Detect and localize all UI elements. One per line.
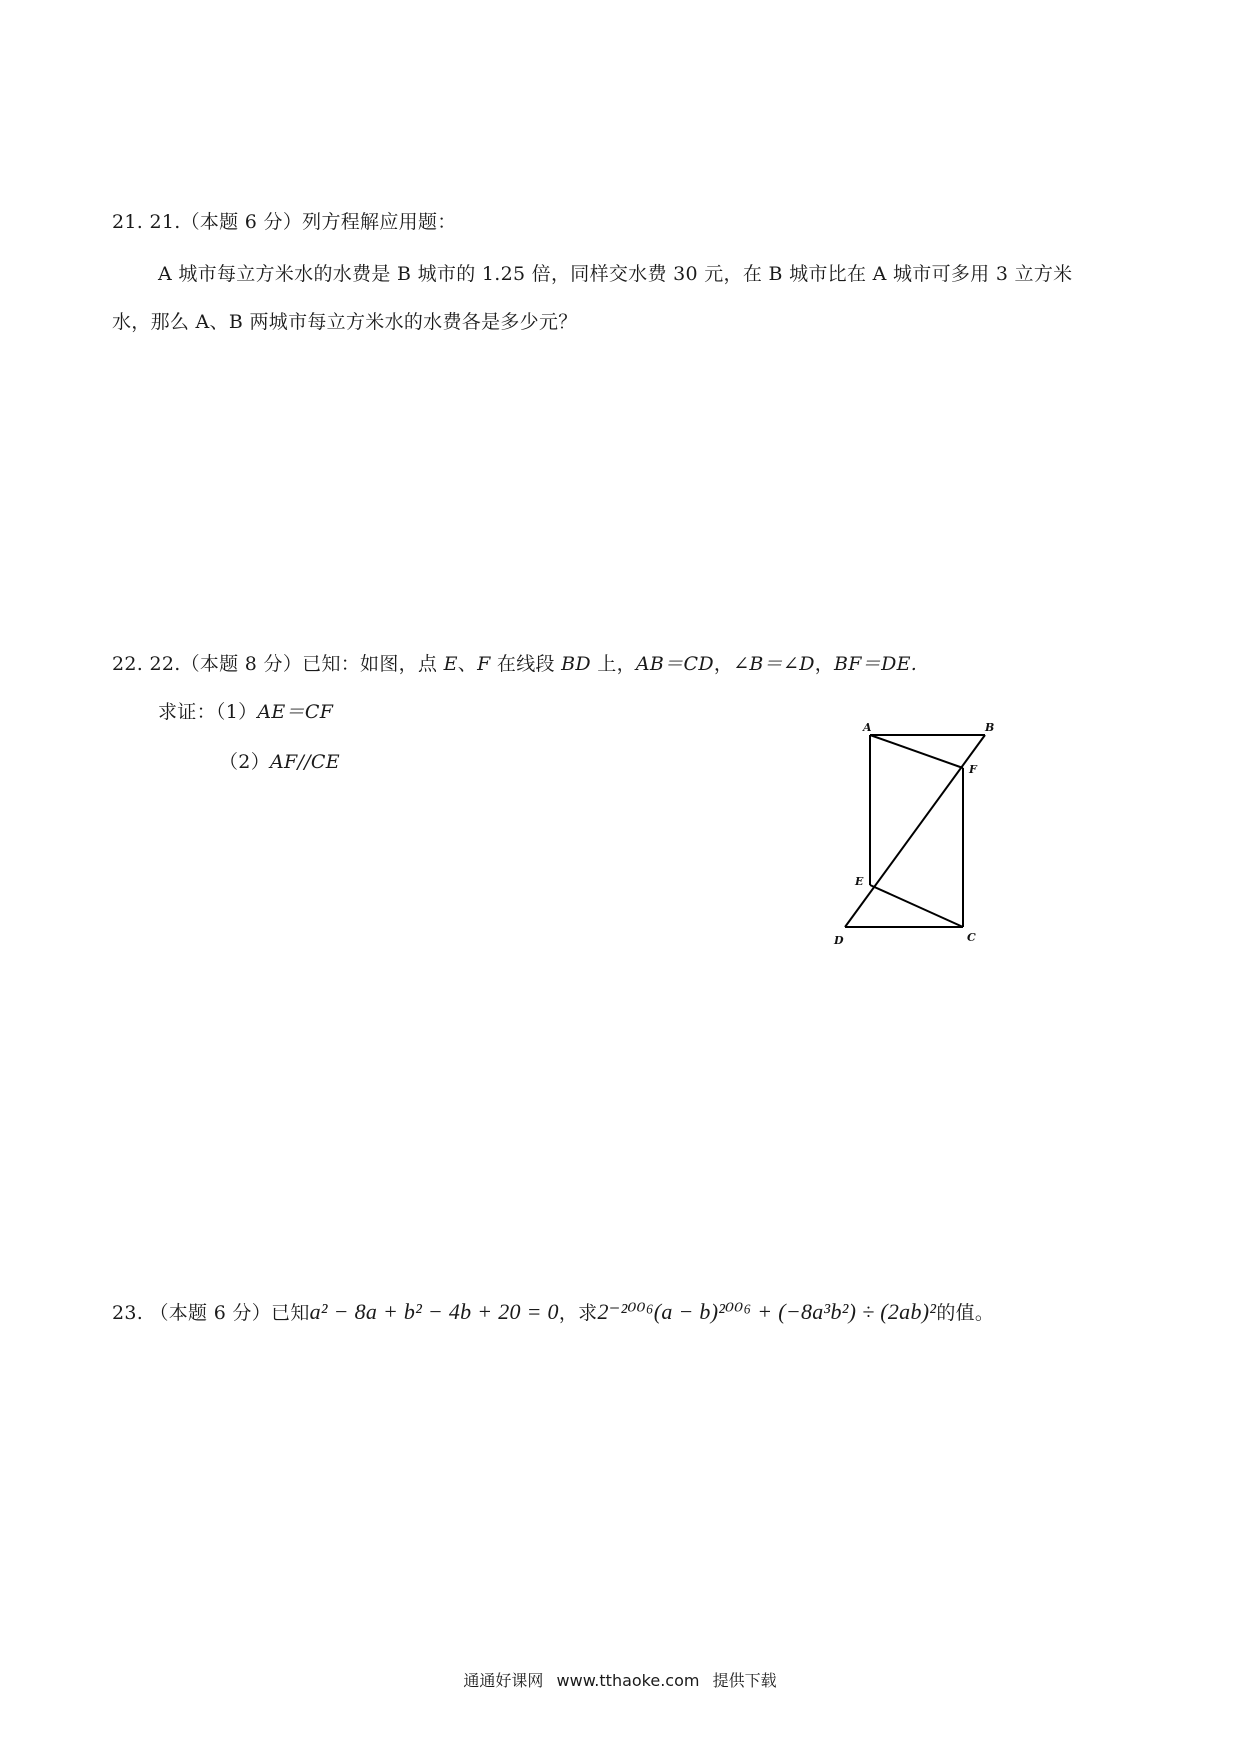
q22-point-f: F [477,653,491,675]
q23-expression: 2⁻²⁰⁰⁶(a − b)²⁰⁰⁶ + (−8a³b²) ÷ (2ab)² [597,1299,937,1324]
q23-suffix: 的值。 [936,1302,995,1324]
q22-prove-2 [219,750,340,774]
label-a: A [863,722,872,734]
q22-prefix: 22. 22.（本题 8 分）已知：如图，点 [112,653,444,675]
q22-point-e: E [443,653,458,675]
q22-sep2: ， [713,653,734,675]
footer-suffix: 提供下载 [712,1671,777,1690]
segment-ec [870,885,963,927]
q23-prefix: 23. （本题 6 分）已知 [112,1302,310,1324]
q22-prove-label: 求证：（1） [158,701,258,723]
geometry-figure [830,722,1010,952]
footer-url[interactable]: www.tthaoke.com [556,1671,700,1690]
page-footer [0,1668,1240,1691]
q22-condition-3: BF＝DE. [834,653,918,675]
q23-statement [112,1300,994,1325]
q22-condition-1: AB＝CD [635,653,714,675]
q22-prove-2-text: AF//CE [270,751,340,773]
segment-af [870,735,963,768]
q21-text-line2: 水，那么 A、B 两城市每立方米水的水费各是多少元？ [112,311,578,333]
label-f: F [969,763,977,776]
q22-segment-bd: BD [561,653,591,675]
q21-text-line1: A 城市每立方米水的水费是 B 城市的 1.25 倍，同样交水费 30 元，在 B 城市比在 A 城市可多用 3 立方米 [158,263,1073,285]
q22-statement [112,652,917,676]
q22-prove-1 [158,700,333,724]
q22-mid2: 上， [590,653,636,675]
q22-sep3: ， [814,653,835,675]
footer-site-name: 通通好课网 [463,1671,544,1690]
label-c: C [967,931,976,944]
q22-prove-1-text: AE＝CF [257,701,334,723]
q22-sep1: 、 [457,653,478,675]
label-b: B [985,722,995,734]
q22-condition-2: ∠B＝∠D [733,653,815,675]
label-e: E [855,875,864,888]
label-d: D [834,934,844,947]
q22-mid1: 在线段 [490,653,562,675]
q21-header: 21. 21.（本题 6 分）列方程解应用题： [112,211,457,233]
figure-lines [845,735,985,927]
q23-given-equation: a² − 8a + b² − 4b + 20 = 0 [309,1299,559,1324]
q23-mid: ，求 [558,1302,598,1324]
q22-prove-2-label: （2） [219,751,270,773]
